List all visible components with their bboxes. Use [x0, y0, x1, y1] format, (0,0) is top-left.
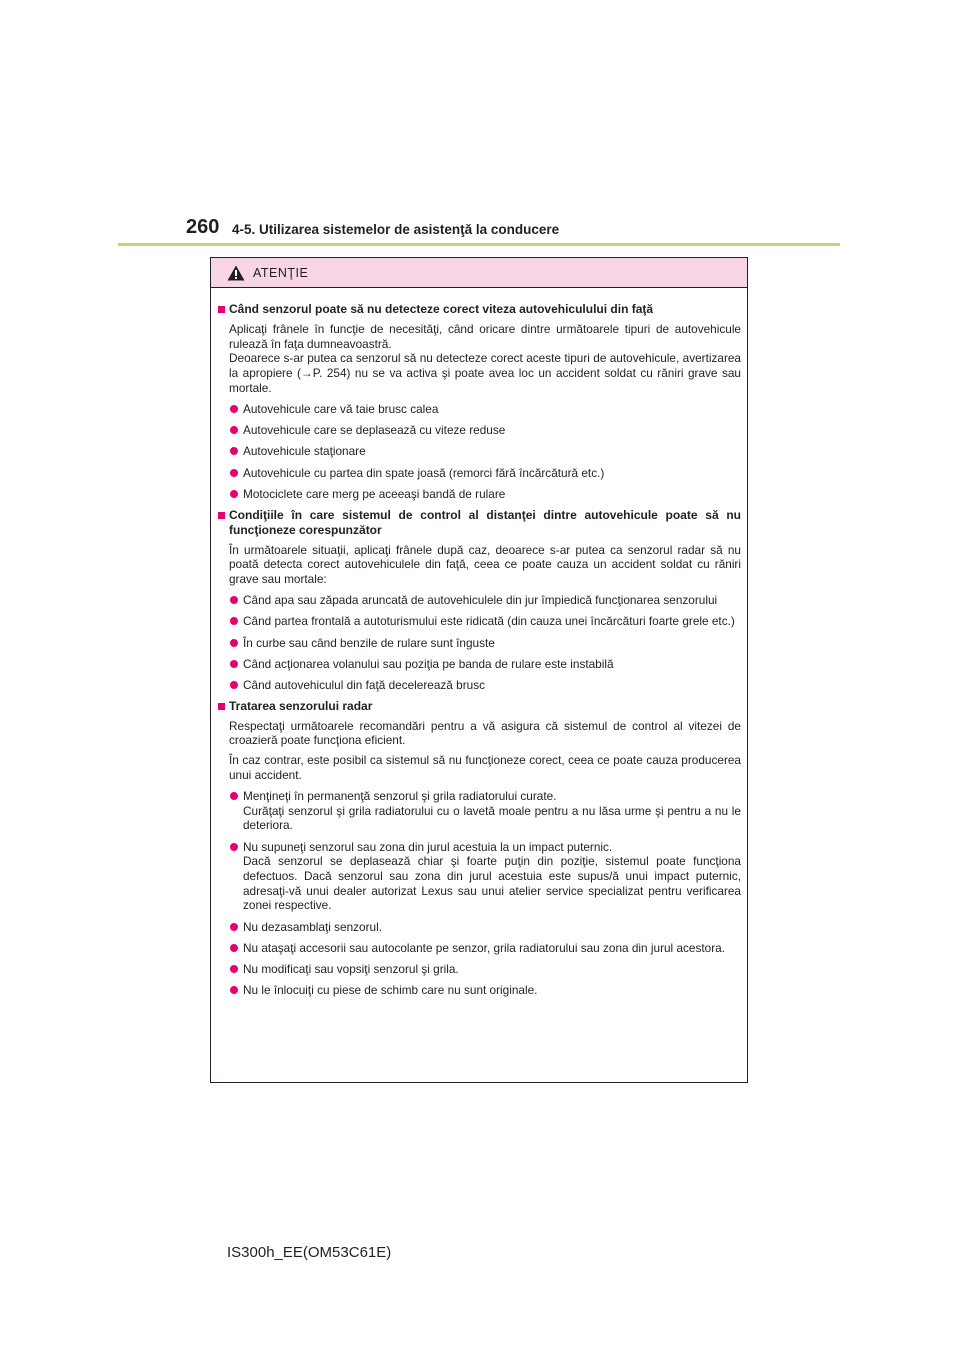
round-bullet-icon — [230, 843, 238, 851]
round-bullet-icon — [230, 405, 238, 413]
list-item-text: Menţineţi în permanenţă senzorul şi grila radiatorului curate. Curăţaţi senzorul şi grila radiatorului cu o lavetă moale pentru a nu lăsa urme şi pentru a nu le deteriora. — [243, 788, 741, 833]
round-bullet-icon — [230, 944, 238, 952]
list-item — [218, 423, 741, 438]
list-item-text: Nu supuneţi senzorul sau zona din jurul acestuia la un impact puternic. Dacă senzorul se deplasează chiar şi foarte puţin din poziţie, sistemul poate funcţiona defectuos. Dacă senzorul sau zona din jurul acestuia este supus/ă unui impact puternic, adresaţi-vă unui dealer autorizat Lexus sau unui atelier service specializat pentru verificarea zonei respective. — [243, 839, 741, 913]
list-item — [218, 962, 741, 977]
list-item-text: Nu le înlocuiţi cu piese de schimb care nu sunt originale. — [243, 983, 538, 998]
list-item-text: Motociclete care merg pe aceeaşi bandă de rulare — [243, 486, 506, 501]
paragraph: În caz contrar, este posibil ca sistemul să nu funcţioneze corect, ceea ce poate cauza producerea unui accident. — [229, 753, 741, 782]
list-item-text: Nu modificaţi sau vopsiţi senzorul şi grila. — [243, 962, 459, 976]
list-item-text: Autovehicule staţionare — [243, 444, 366, 459]
section-heading — [218, 699, 741, 714]
square-bullet-icon — [218, 703, 225, 710]
list-item — [218, 402, 741, 417]
section-heading-text: Condiţiile în care sistemul de control al distanţei dintre autovehicule poate să nu funcţioneze corespunzător — [229, 507, 741, 537]
list-item — [218, 593, 741, 608]
section-heading — [218, 302, 741, 317]
round-bullet-icon — [230, 617, 238, 625]
list-item-text: Nu dezasamblaţi senzorul. — [243, 919, 383, 934]
warning-box — [210, 257, 748, 1083]
section-title: 4-5. Utilizarea sistemelor de asistenţă la conducere — [232, 222, 560, 237]
footer-code: IS300h_EE(OM53C61E) — [227, 1244, 392, 1261]
list-item — [218, 941, 741, 956]
warning-body — [211, 288, 747, 998]
round-bullet-icon — [230, 426, 238, 434]
round-bullet-icon — [230, 639, 238, 647]
round-bullet-icon — [230, 660, 238, 668]
list-item — [218, 840, 741, 914]
round-bullet-icon — [230, 596, 238, 604]
list-item-text: Nu ataşaţi accesorii sau autocolante pe senzor, grila radiatorului sau zona din jurul acestora. — [243, 940, 725, 955]
square-bullet-icon — [218, 512, 225, 519]
list-item-text: Când acţionarea volanului sau poziţia pe banda de rulare este instabilă — [243, 656, 614, 671]
list-item — [218, 636, 741, 651]
list-item — [218, 789, 741, 833]
list-item — [218, 466, 741, 481]
warning-triangle-icon — [227, 265, 245, 281]
list-item-text: Autovehicule care se deplasează cu viteze reduse — [243, 423, 506, 438]
round-bullet-icon — [230, 986, 238, 994]
list-item-text: Autovehicule cu partea din spate joasă (remorci fără încărcătură etc.) — [243, 465, 605, 480]
list-item — [218, 678, 741, 693]
list-item-text: Autovehicule care vă taie brusc calea — [243, 402, 439, 417]
section-heading-text: Când senzorul poate să nu detecteze corect viteza autovehiculului din faţă — [229, 302, 654, 316]
round-bullet-icon — [230, 469, 238, 477]
round-bullet-icon — [230, 681, 238, 689]
list-item-text: Când autovehiculul din faţă decelerează brusc — [243, 677, 485, 692]
page-number: 260 — [186, 216, 220, 238]
list-item — [218, 444, 741, 459]
list-item-text: În curbe sau când benzile de rulare sunt înguste — [243, 635, 495, 650]
list-item-text: Când apa sau zăpada aruncată de autovehiculele din jur împiedică funcţionarea senzorului — [243, 593, 718, 608]
list-item — [218, 614, 741, 629]
warning-header — [211, 258, 747, 288]
round-bullet-icon — [230, 965, 238, 973]
round-bullet-icon — [230, 923, 238, 931]
list-item — [218, 487, 741, 502]
round-bullet-icon — [230, 490, 238, 498]
round-bullet-icon — [230, 447, 238, 455]
list-item — [218, 983, 741, 998]
list-item — [218, 920, 741, 935]
header-rule — [118, 243, 840, 246]
warning-label: ATENŢIE — [253, 265, 309, 280]
section-heading-text: Tratarea senzorului radar — [229, 698, 373, 713]
paragraph: În următoarele situaţii, aplicaţi frânele după caz, deoarece s-ar putea ca senzorul radar să nu poată detecta corect autovehiculele din faţă, ceea ce poate cauza un accident soldat cu răniri grave sau mortale: — [229, 542, 741, 586]
section-heading — [218, 508, 741, 538]
round-bullet-icon — [230, 792, 238, 800]
paragraph: Aplicaţi frânele în funcţie de necesităţi, când oricare dintre următoarele tipuri de autovehicule rulează în faţa dumneavoastră. Deoarece s-ar putea ca senzorul să nu detecteze corect aceste tipuri de autovehicule, avertizarea la apropiere (→P. 254) nu se va activa şi poate avea loc un accident soldat cu răniri grave sau mortale. — [229, 322, 741, 395]
paragraph: Respectaţi următoarele recomandări pentru a vă asigura că sistemul de control al vitezei de croazieră poate funcţiona eficient. — [229, 718, 741, 748]
square-bullet-icon — [218, 306, 225, 313]
list-item-text: Când partea frontală a autoturismului este ridicată (din cauza unei încărcături foarte grele etc.) — [243, 614, 735, 629]
list-item — [218, 657, 741, 672]
